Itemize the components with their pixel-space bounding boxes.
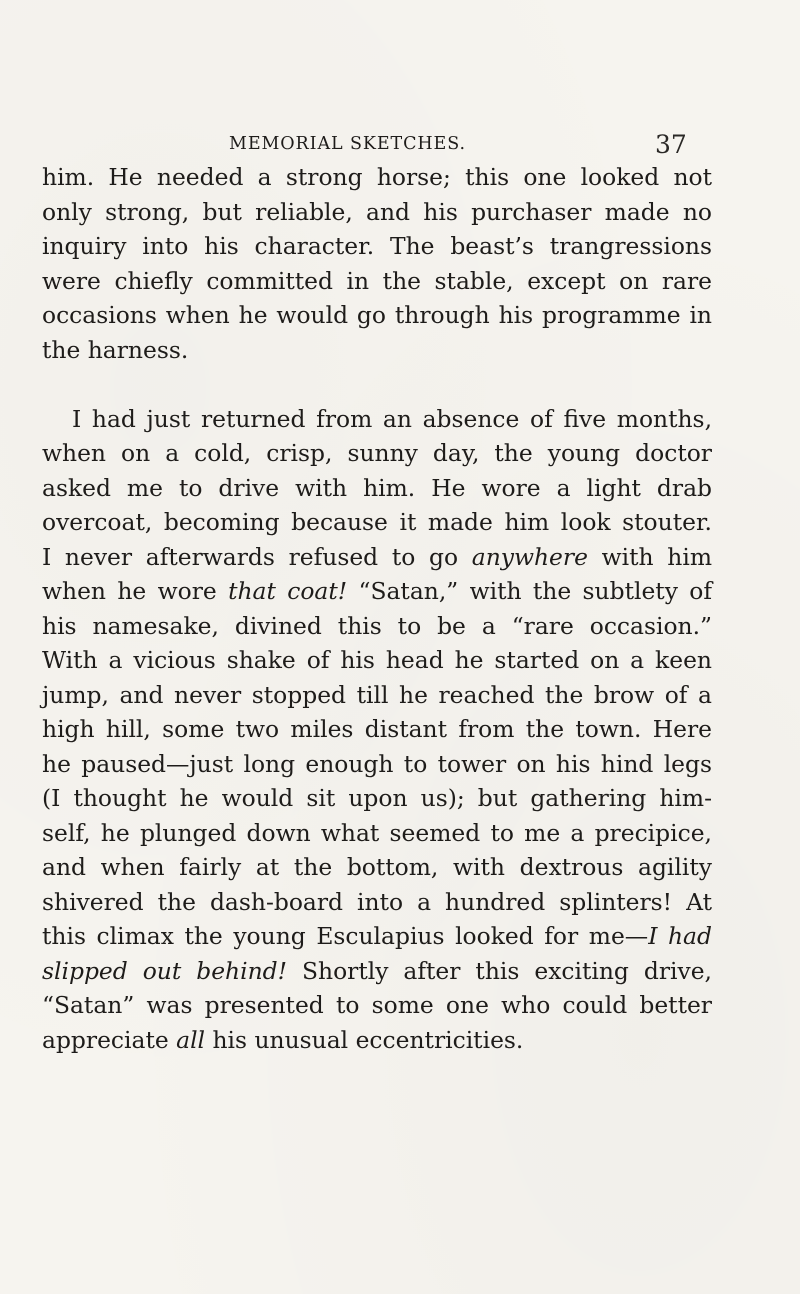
page-number: 37 [655, 130, 687, 159]
text-line: asked me to drive with him. He wore a light drab [42, 473, 712, 502]
text-line: (I thought he would sit upon us); but gathering him- [42, 784, 712, 812]
text-run: his unusual eccentricities. [205, 1025, 524, 1054]
text-line: his namesake, divined this to be a “rare occasion.” [42, 611, 712, 640]
text-line: and when fairly at the bottom, with dextrous agility [42, 853, 712, 881]
text-line [42, 954, 712, 989]
running-title: MEMORIAL SKETCHES. [229, 134, 466, 154]
body-text [42, 160, 712, 1057]
text-line [42, 919, 712, 954]
text-run: this climax the young Esculapius looked for me— [42, 922, 649, 950]
text-line: high hill, some two miles distant from the town. Here [42, 715, 712, 743]
text-run: Shortly after this exciting drive, [287, 956, 712, 985]
text-line [42, 540, 712, 575]
text-line: occasions when he would go through his programme in [42, 301, 712, 329]
paragraph-1 [42, 160, 712, 367]
text-line: “Satan” was presented to some one who could better [42, 991, 712, 1019]
text-run: when he wore [42, 577, 229, 605]
text-run: with him [587, 542, 712, 571]
text-line: shivered the dash-board into a hundred splinters! At [42, 887, 712, 916]
text-run: appreciate [42, 1025, 177, 1054]
text-line: self, he plunged down what seemed to me a precipice, [42, 818, 712, 847]
text-line: only strong, but reliable, and his purchaser made no [42, 197, 712, 226]
text-line: were chiefly committed in the stable, except on rare [42, 266, 712, 295]
italic-text: all [176, 1025, 206, 1054]
text-run: I never afterwards refused to go [42, 542, 472, 571]
text-line: the harness. [42, 335, 189, 364]
italic-text: that coat! [228, 577, 348, 605]
text-run: “Satan,” with the subtlety of [347, 577, 712, 605]
text-line: inquiry into his character. The beast’s trangressions [42, 232, 712, 260]
italic-text: slipped out behind! [42, 956, 288, 985]
paragraph-gap [42, 367, 712, 402]
text-line: jump, and never stopped till he reached the brow of a [42, 680, 712, 709]
text-line: I had just returned from an absence of five months, [72, 404, 712, 433]
text-line: With a vicious shake of his head he started on a keen [42, 646, 712, 674]
text-line: when on a cold, crisp, sunny day, the young doctor [42, 439, 712, 467]
text-line [42, 1023, 712, 1058]
text-line: him. He needed a strong horse; this one looked not [42, 163, 712, 191]
text-line [42, 574, 712, 609]
italic-text: I had [648, 922, 712, 950]
text-line: overcoat, becoming because it made him look stouter. [42, 508, 712, 536]
text-line: he paused—just long enough to tower on his hind legs [42, 749, 712, 778]
italic-text: anywhere [471, 542, 588, 571]
paragraph-2 [42, 402, 712, 1058]
